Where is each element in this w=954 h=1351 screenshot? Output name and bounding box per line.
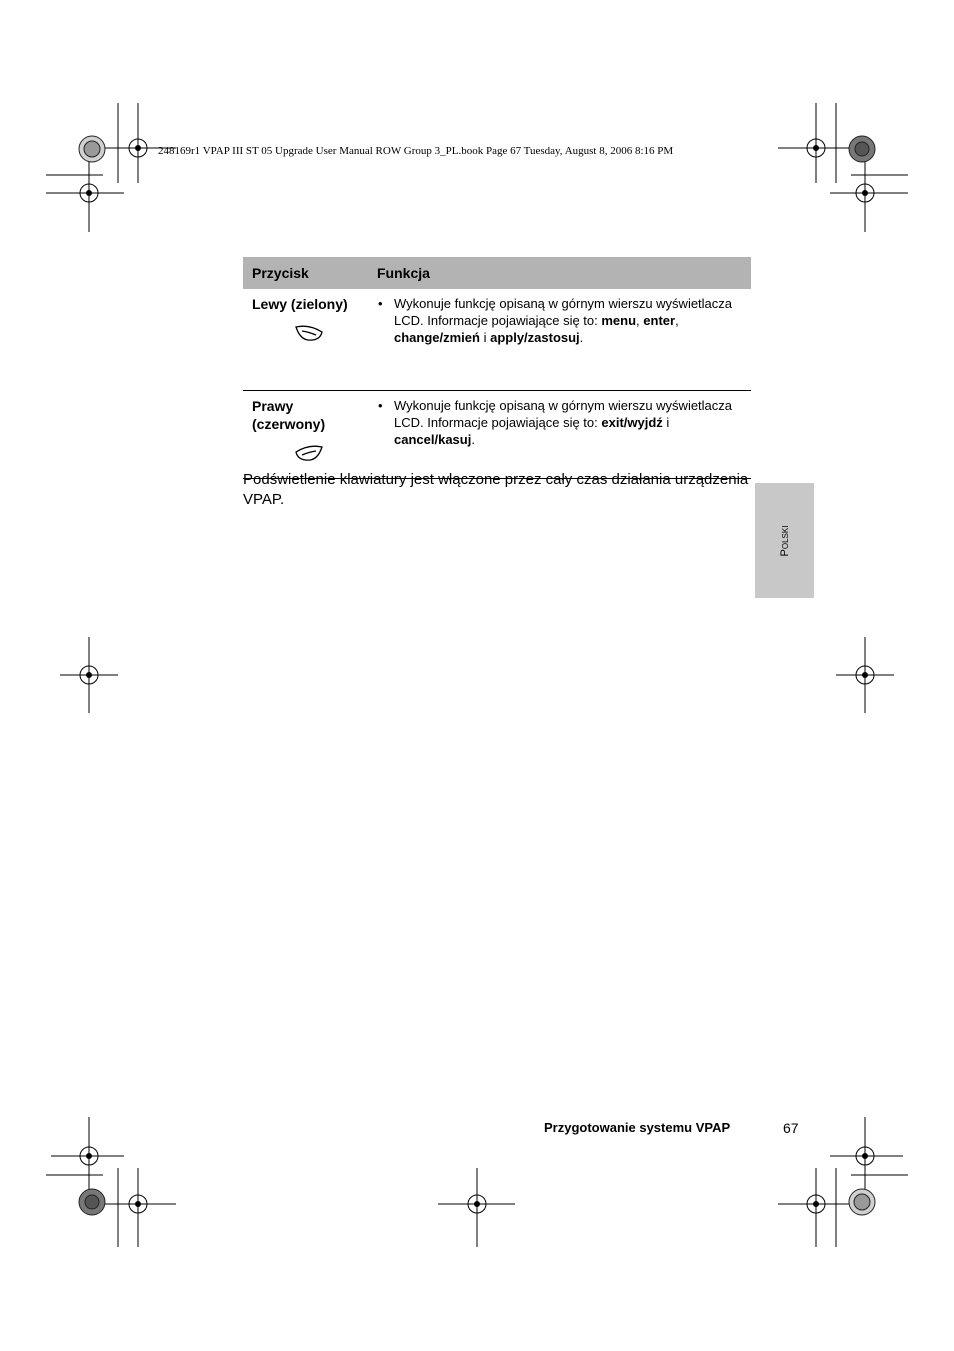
footer-section-title: Przygotowanie systemu VPAP [544, 1120, 731, 1135]
function-text: Wykonuje funkcję opisaną w górnym wierszu wyświetlacza LCD. Informacje pojawiające się to: menu, enter, change/zmień i apply/zastosuj. [394, 296, 733, 345]
button-function-table [243, 257, 751, 479]
left-key-icon [294, 323, 324, 343]
button-name: Prawy [252, 398, 294, 414]
page-number: 67 [783, 1120, 799, 1136]
backlight-note: Podświetlenie klawiatury jest włączone przez cały czas działania urządzenia VPAP. [243, 471, 749, 508]
function-cell [376, 289, 751, 390]
table-row [243, 391, 751, 479]
language-tab [755, 483, 814, 598]
function-text: Wykonuje funkcję opisaną w górnym wierszu wyświetlacza LCD. Informacje pojawiające się to: exit/wyjdź i cancel/kasuj. [394, 398, 733, 447]
header-function: Funkcja [377, 265, 430, 281]
function-cell [376, 391, 751, 478]
list-item [378, 397, 743, 448]
button-name: Lewy (zielony) [252, 296, 348, 312]
table-row [243, 289, 751, 391]
header-button: Przycisk [252, 265, 309, 281]
print-slug: 248169r1 VPAP III ST 05 Upgrade User Manual ROW Group 3_PL.book Page 67 Tuesday, August 8, 2006 8:16 PM [158, 145, 674, 157]
bullet-glyph: • [378, 398, 383, 413]
language-tab-label: Polski [778, 525, 791, 556]
button-name-color: (czerwony) [252, 416, 326, 432]
list-item [378, 295, 743, 346]
table-header [243, 257, 751, 289]
button-cell [243, 289, 376, 390]
right-key-icon [294, 443, 324, 463]
bullet-glyph: • [378, 296, 383, 311]
button-cell [243, 391, 376, 478]
